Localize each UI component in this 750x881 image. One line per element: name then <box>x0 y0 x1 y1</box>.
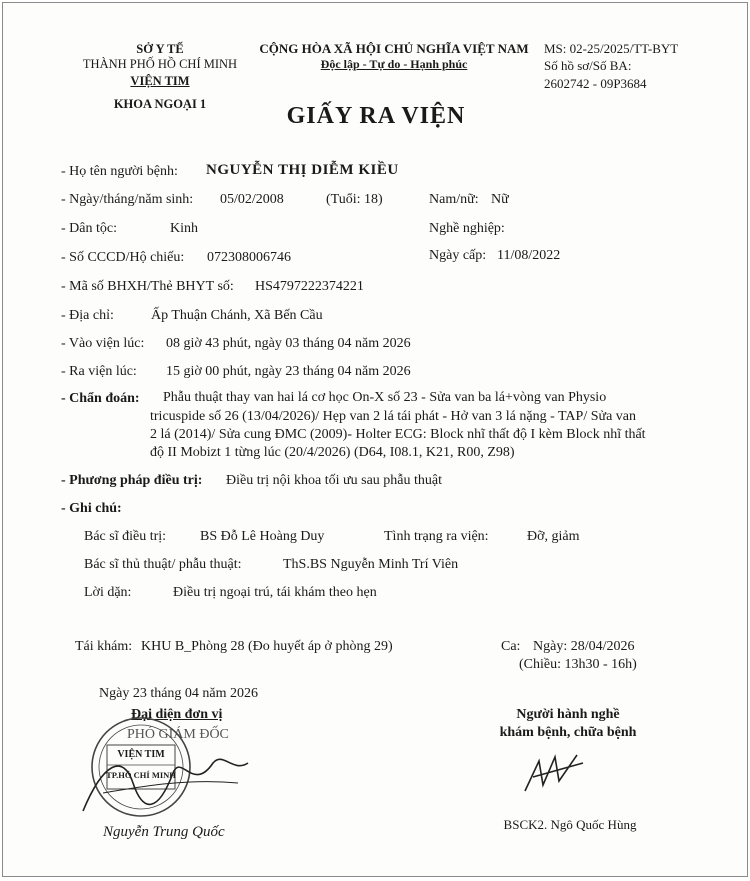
admission-value: 08 giờ 43 phút, ngày 03 tháng 04 năm 2026 <box>166 336 411 351</box>
dob-value: 05/02/2008 <box>220 192 284 207</box>
right-signer-name: BSCK2. Ngô Quốc Hùng <box>503 817 637 832</box>
discharge-status-label: Tình trạng ra viện: <box>384 529 489 544</box>
issue-date-label: Ngày cấp: <box>429 248 487 263</box>
practitioner-title-2: khám bệnh, chữa bệnh <box>499 725 637 740</box>
country-motto-text: Độc lập - Tự do - Hạnh phúc <box>320 57 468 71</box>
dob-label: - Ngày/tháng/năm sinh: <box>61 192 194 207</box>
ethnic-label: - Dân tộc: <box>61 221 117 236</box>
followup-time: (Chiều: 13h30 - 16h) <box>519 657 637 672</box>
document-title: GIẤY RA VIỆN <box>286 103 466 129</box>
right-signature-icon <box>503 747 603 799</box>
city-name: THÀNH PHỐ HỒ CHÍ MINH <box>82 57 238 71</box>
form-code: MS: 02-25/2025/TT-BYT <box>544 41 679 56</box>
diagnosis-line-1: Phẫu thuật thay van hai lá cơ học On-X số 23 - Sửa van ba lá+vòng van Physio <box>163 390 607 405</box>
stamp-text-2: TP.HỒ CHÍ MINH <box>106 770 176 780</box>
surgeon-label: Bác sĩ thủ thuật/ phẫu thuật: <box>84 557 242 572</box>
ethnic-value: Kinh <box>170 221 198 236</box>
patient-name-label: - Họ tên người bệnh: <box>61 164 178 179</box>
discharge-paper <box>2 2 748 877</box>
diagnosis-line-3: 2 lá (2014)/ Sửa cung ĐMC (2009)- Holter ECG: Block nhĩ thất độ I kèm Block nhĩ thất <box>150 427 646 442</box>
patient-name-value: NGUYỄN THỊ DIỄM KIỀU <box>206 162 399 178</box>
followup-label: Tái khám: <box>75 639 133 654</box>
followup-value: KHU B_Phòng 28 (Đo huyết áp ở phòng 29) <box>141 639 393 654</box>
record-number-label: Số hồ sơ/Số BA: <box>544 58 632 73</box>
shift-label: Ca: <box>501 639 521 654</box>
treatment-label: - Phương pháp điều trị: <box>61 473 203 488</box>
age-value: (Tuổi: 18) <box>326 192 383 207</box>
diagnosis-line-2: tricuspide số 26 (13/04/2026)/ Hẹp van 2 lá tái phát - Hở van 3 lá nặng - TAP/ Sửa van <box>150 409 637 424</box>
advice-value: Điều trị ngoại trú, tái khám theo hẹn <box>173 585 377 600</box>
diagnosis-line-4: độ II Mobizt 1 từng lúc (20/4/2026) (D64, I08.1, K21, R00, Z98) <box>150 445 515 460</box>
diagnosis-label: - Chẩn đoán: <box>61 391 140 406</box>
hospital-name <box>75 73 245 90</box>
advice-label: Lời dặn: <box>84 585 132 600</box>
sex-value: Nữ <box>491 192 509 207</box>
discharge-label: - Ra viện lúc: <box>61 364 137 379</box>
sex-label: Nam/nữ: <box>429 192 479 207</box>
issue-date-value: 11/08/2022 <box>497 248 561 263</box>
dept-of-health: SỞ Y TẾ <box>136 42 184 56</box>
record-number-value: 2602742 - 09P3684 <box>544 76 647 91</box>
address-value: Ấp Thuận Chánh, Xã Bến Cầu <box>151 308 323 323</box>
left-signer-name: Nguyễn Trung Quốc <box>103 824 225 840</box>
discharge-value: 15 giờ 00 phút, ngày 23 tháng 04 năm 2026 <box>166 364 411 379</box>
insurance-value: HS4797222374221 <box>255 279 364 294</box>
country-title: CỘNG HÒA XÃ HỘI CHỦ NGHĨA VIỆT NAM <box>259 41 529 56</box>
stamp-text-1: VIỆN TIM <box>117 749 165 760</box>
id-value: 072308006746 <box>207 250 291 265</box>
practitioner-title-1: Người hành nghề <box>516 707 620 722</box>
id-label: - Số CCCD/Hộ chiếu: <box>61 250 185 265</box>
occupation-label: Nghề nghiệp: <box>429 221 505 236</box>
followup-date: Ngày: 28/04/2026 <box>533 639 635 654</box>
treatment-value: Điều trị nội khoa tối ưu sau phẫu thuật <box>226 473 442 488</box>
hospital-name-text: VIỆN TIM <box>130 74 190 88</box>
address-label: - Địa chỉ: <box>61 308 114 323</box>
notes-label: - Ghi chú: <box>61 501 122 516</box>
discharge-status-value: Đỡ, giảm <box>527 529 580 544</box>
sign-date: Ngày 23 tháng 04 năm 2026 <box>99 686 259 701</box>
vice-director: PHÓ GIÁM ĐỐC <box>127 727 229 742</box>
doctor-label: Bác sĩ điều trị: <box>84 529 167 544</box>
unit-representative-text: Đại diện đơn vị <box>131 707 223 722</box>
left-signature-icon <box>63 733 263 823</box>
surgeon-value: ThS.BS Nguyễn Minh Trí Viên <box>283 557 459 572</box>
department-name: KHOA NGOẠI 1 <box>113 97 207 111</box>
country-motto <box>259 56 529 73</box>
admission-label: - Vào viện lúc: <box>61 336 145 351</box>
insurance-label: - Mã số BHXH/Thẻ BHYT số: <box>61 279 234 294</box>
doctor-value: BS Đỗ Lê Hoàng Duy <box>200 529 325 544</box>
